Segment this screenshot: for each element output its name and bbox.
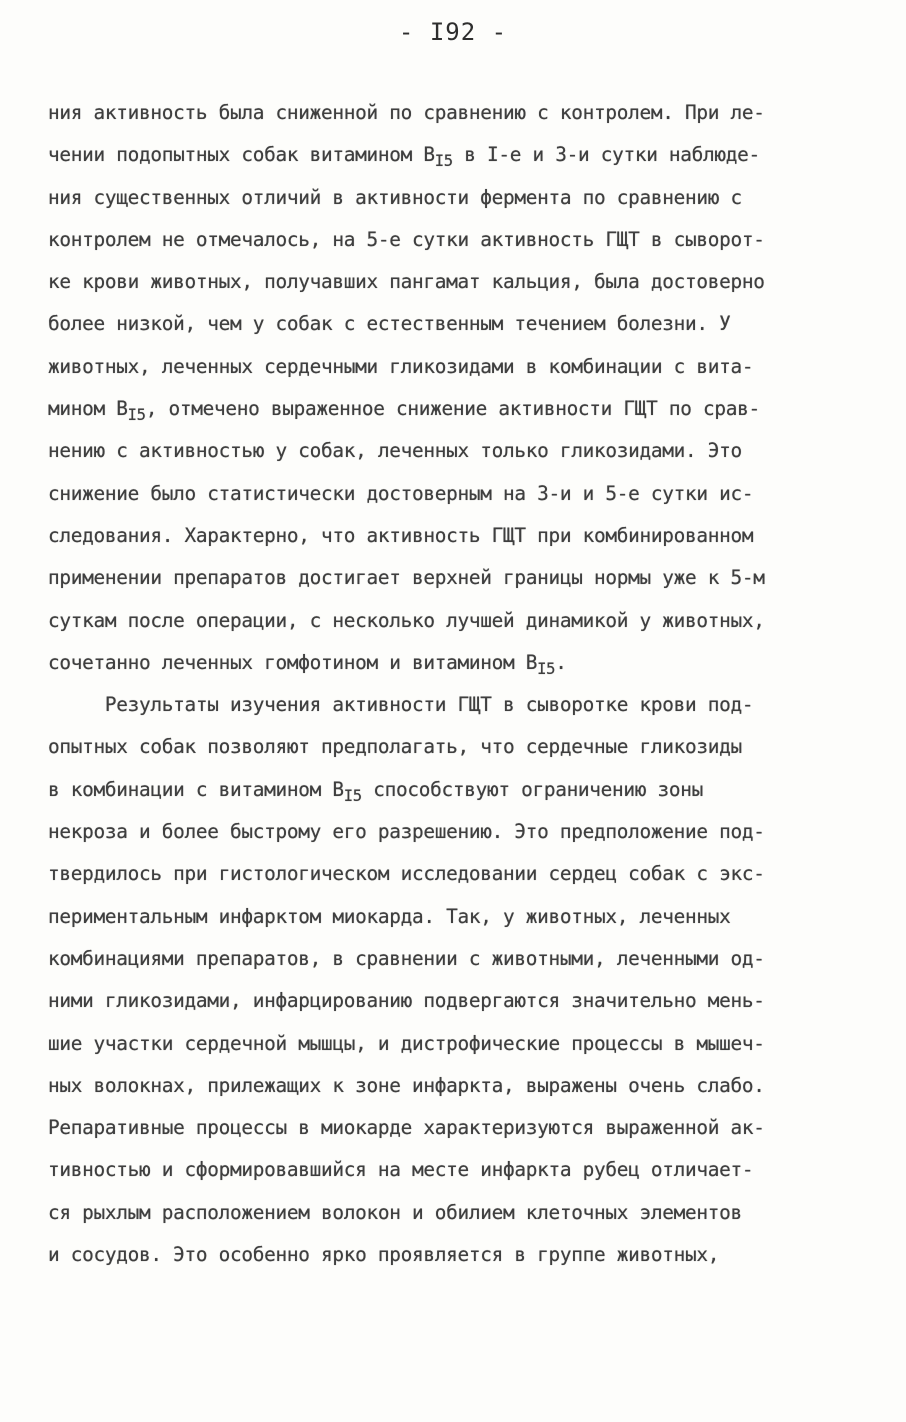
- text-line: [48, 1107, 868, 1149]
- text-line: [48, 1023, 868, 1065]
- line-text: следования. Характерно, что активность ГЩТ при комбинированном: [48, 523, 754, 547]
- text-line: [48, 430, 868, 472]
- line-text: контролем не отмечалось, на 5-е сутки активность ГЩТ в сыворот-: [48, 227, 765, 251]
- line-text: ке крови животных, получавших пангамат кальция, была достоверно: [48, 270, 765, 294]
- line-text: сочетанно леченных гомфотином и витамином B: [48, 650, 538, 674]
- body-text: [48, 92, 868, 1276]
- text-line: [48, 684, 868, 726]
- line-text: снижение было статистически достоверным на 3-и и 5-е сутки ис-: [48, 481, 754, 505]
- line-text-continued: способствуют ограничению зоны: [361, 777, 704, 801]
- line-text: ся рыхлым расположением волокон и обилием клеточных элементов: [48, 1200, 742, 1224]
- subscript: I5: [127, 406, 146, 425]
- text-line: [48, 219, 868, 261]
- text-line: [48, 261, 868, 303]
- line-text: ния активность была сниженной по сравнению с контролем. При ле-: [48, 101, 765, 124]
- line-text: опытных собак позволяют предполагать, что сердечные гликозиды: [48, 735, 742, 759]
- text-line: [48, 515, 868, 557]
- text-line: [48, 1149, 868, 1191]
- line-text: ных волокнах, прилежащих к зоне инфаркта, выражены очень слабо.: [48, 1073, 765, 1097]
- line-text: Результаты изучения активности ГЩТ в сыворотке крови под-: [48, 693, 754, 717]
- line-text-continued: .: [555, 650, 567, 674]
- line-text: и сосудов. Это особенно ярко проявляется в группе животных,: [48, 1243, 720, 1267]
- line-text: Репаративные процессы в миокарде характеризуются выраженной ак-: [48, 1116, 765, 1140]
- subscript: I5: [434, 152, 453, 171]
- text-line: [48, 1192, 868, 1234]
- subscript: I5: [537, 659, 556, 678]
- text-line: [48, 811, 868, 853]
- line-text-continued: в I-е и 3-и сутки наблюде-: [452, 143, 760, 167]
- line-text: комбинациями препаратов, в сравнении с животными, леченными од-: [48, 946, 765, 970]
- line-text: шие участки сердечной мышцы, и дистрофические процессы в мышеч-: [48, 1031, 765, 1055]
- text-line: [48, 346, 868, 388]
- text-line: [48, 642, 868, 684]
- text-line: [48, 1234, 868, 1276]
- subscript: I5: [343, 786, 362, 805]
- text-line: [48, 92, 868, 134]
- text-line: [48, 938, 868, 980]
- text-line: [48, 1065, 868, 1107]
- line-text: твердилось при гистологическом исследовании сердец собак с экс-: [48, 862, 765, 886]
- line-text: чении подопытных собак витамином B: [48, 143, 435, 167]
- line-text: применении препаратов достигает верхней границы нормы уже к 5-м: [48, 566, 765, 590]
- text-line: [48, 853, 868, 895]
- line-text: суткам после операции, с несколько лучшей динамикой у животных,: [48, 608, 765, 632]
- text-line: [48, 557, 868, 599]
- line-text: ними гликозидами, инфарцированию подвергаются значительно мень-: [48, 989, 765, 1013]
- text-line: [48, 177, 868, 219]
- line-text: более низкой, чем у собак с естественным течением болезни. У: [48, 312, 731, 336]
- line-text: ния существенных отличий в активности фермента по сравнению с: [48, 185, 742, 209]
- text-line: [48, 134, 868, 176]
- text-line: [48, 600, 868, 642]
- text-line: [48, 726, 868, 768]
- text-line: [48, 473, 868, 515]
- line-text: мином B: [48, 397, 128, 421]
- line-text: периментальным инфарктом миокарда. Так, у животных, леченных: [48, 904, 731, 928]
- text-line: [48, 388, 868, 430]
- text-line: [48, 769, 868, 811]
- line-text: в комбинации с витамином B: [48, 777, 344, 801]
- line-text: животных, леченных сердечными гликозидами в комбинации с вита-: [48, 354, 754, 378]
- text-line: [48, 980, 868, 1022]
- line-text: некроза и более быстрому его разрешению. Это предположение под-: [48, 820, 765, 844]
- line-text: нению с активностью у собак, леченных только гликозидами. Это: [48, 439, 742, 463]
- text-line: [48, 303, 868, 345]
- line-text-continued: , отмечено выраженное снижение активности ГЩТ по срав-: [145, 397, 760, 421]
- line-text: тивностью и сформировавшийся на месте инфаркта рубец отличает-: [48, 1158, 754, 1182]
- text-line: [48, 896, 868, 938]
- page-number: - I92 -: [398, 18, 508, 46]
